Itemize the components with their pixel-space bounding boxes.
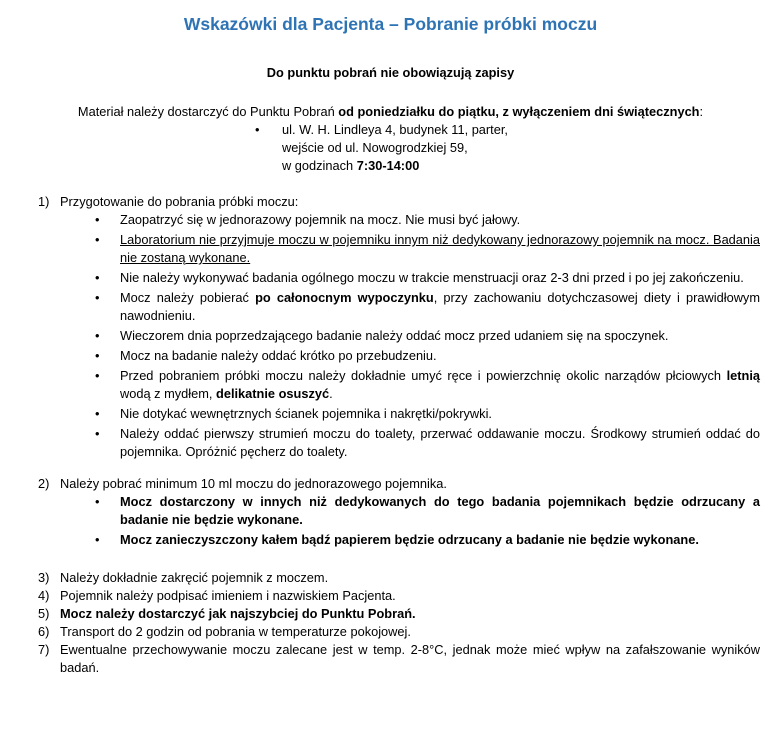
- address-block: [0, 157, 781, 175]
- list-number: 2): [38, 476, 50, 491]
- bullet-item: [0, 347, 781, 365]
- bullet-item: [0, 211, 781, 229]
- bullet-item-text: Wieczorem dnia poprzedzającego badanie należy oddać mocz przed udaniem się na spoczynek.: [120, 328, 669, 343]
- bullet-item: [0, 493, 781, 529]
- bullet-icon: •: [95, 212, 100, 227]
- list-item-3: [0, 569, 781, 587]
- list-item-2: [0, 475, 781, 493]
- address-block: [0, 121, 781, 139]
- page-title: Wskazówki dla Pacjenta – Pobranie próbki moczu: [183, 14, 598, 34]
- bullet-item: [0, 289, 781, 325]
- bullet-item: [0, 269, 781, 287]
- list-item-5: [0, 605, 781, 623]
- bullet-icon: •: [95, 270, 100, 285]
- list-number: 4): [38, 588, 50, 603]
- list-item-1: [0, 193, 781, 211]
- list-item-text: Przygotowanie do pobrania próbki moczu:: [60, 194, 299, 209]
- list-number: 7): [38, 642, 50, 657]
- list-number: 5): [38, 606, 50, 621]
- list-number: 3): [38, 570, 50, 585]
- bullet-icon: •: [95, 348, 100, 363]
- list-item-text: Mocz należy dostarczyć jak najszybciej do Punktu Pobrań.: [60, 606, 416, 621]
- bullet-item-text: Przed pobraniem próbki moczu należy dokładnie umyć ręce i powierzchnię okolic narządów płciowych letnią wodą z mydłem, delikatnie osuszyć.: [120, 368, 760, 401]
- bullet-item: [0, 425, 781, 461]
- intro-paragraph: Materiał należy dostarczyć do Punktu Pobrań od poniedziałku do piątku, z wyłączeniem dni świątecznych:: [77, 104, 704, 119]
- address-line-3: w godzinach 7:30-14:00: [282, 158, 420, 173]
- list-number: 6): [38, 624, 50, 639]
- bullet-item: [0, 327, 781, 345]
- bullet-icon: •: [95, 406, 100, 421]
- document-page: [0, 13, 781, 729]
- bullet-icon: •: [95, 426, 100, 441]
- bullet-item-text: Mocz należy pobierać po całonocnym wypoczynku, przy zachowaniu dotychczasowej diety i prawidłowym nawodnieniu.: [120, 290, 760, 323]
- bullet-icon: •: [255, 122, 260, 137]
- address-line-1: ul. W. H. Lindleya 4, budynek 11, parter,: [282, 122, 508, 137]
- bullet-icon: •: [95, 368, 100, 383]
- bullet-icon: •: [95, 532, 100, 547]
- bullet-item: [0, 531, 781, 549]
- list-item-7: [0, 641, 781, 677]
- list-item-4: [0, 587, 781, 605]
- bullet-item-text: Mocz dostarczony w innych niż dedykowanych do tego badania pojemnikach będzie odrzucany a badanie nie będzie wykonane.: [120, 494, 760, 527]
- bullet-item-text: Zaopatrzyć się w jednorazowy pojemnik na mocz. Nie musi być jałowy.: [120, 212, 521, 227]
- list-item-text: Transport do 2 godzin od pobrania w temperaturze pokojowej.: [60, 624, 411, 639]
- list-number: 1): [38, 194, 50, 209]
- document-subtitle: Do punktu pobrań nie obowiązują zapisy: [266, 65, 515, 80]
- bullet-item: [0, 231, 781, 267]
- bullet-item-text: Należy oddać pierwszy strumień moczu do toalety, przerwać oddawanie moczu. Środkowy strumień oddać do pojemnika. Opróżnić pęcherz do toalety.: [120, 426, 760, 459]
- bullet-item: [0, 367, 781, 403]
- bullet-item-text: Mocz na badanie należy oddać krótko po przebudzeniu.: [120, 348, 437, 363]
- bullet-item-text: Nie dotykać wewnętrznych ścianek pojemnika i nakrętki/pokrywki.: [120, 406, 492, 421]
- list-item-text: Pojemnik należy podpisać imieniem i nazwiskiem Pacjenta.: [60, 588, 396, 603]
- bullet-icon: •: [95, 494, 100, 509]
- address-line-2: wejście od ul. Nowogrodzkiej 59,: [282, 140, 468, 155]
- bullet-item-text: Laboratorium nie przyjmuje moczu w pojemniku innym niż dedykowany jednorazowy pojemnik na mocz. Badania nie zostaną wykonane.: [120, 232, 760, 265]
- bullet-item-text: Mocz zanieczyszczony kałem bądź papierem będzie odrzucany a badanie nie będzie wykonane.: [120, 532, 699, 547]
- bullet-icon: •: [95, 232, 100, 247]
- list-item-text: Należy dokładnie zakręcić pojemnik z moczem.: [60, 570, 329, 585]
- bullet-item: [0, 405, 781, 423]
- bullet-icon: •: [95, 328, 100, 343]
- list-item-text: Należy pobrać minimum 10 ml moczu do jednorazowego pojemnika.: [60, 476, 447, 491]
- bullet-icon: •: [95, 290, 100, 305]
- address-block: [0, 139, 781, 157]
- list-item-6: [0, 623, 781, 641]
- bullet-item-text: Nie należy wykonywać badania ogólnego moczu w trakcie menstruacji oraz 2-3 dni przed i po jej zakończeniu.: [120, 270, 744, 285]
- list-item-text: Ewentualne przechowywanie moczu zalecane jest w temp. 2-8°C, jednak może mieć wpływ na zafałszowanie wyników badań.: [60, 642, 760, 675]
